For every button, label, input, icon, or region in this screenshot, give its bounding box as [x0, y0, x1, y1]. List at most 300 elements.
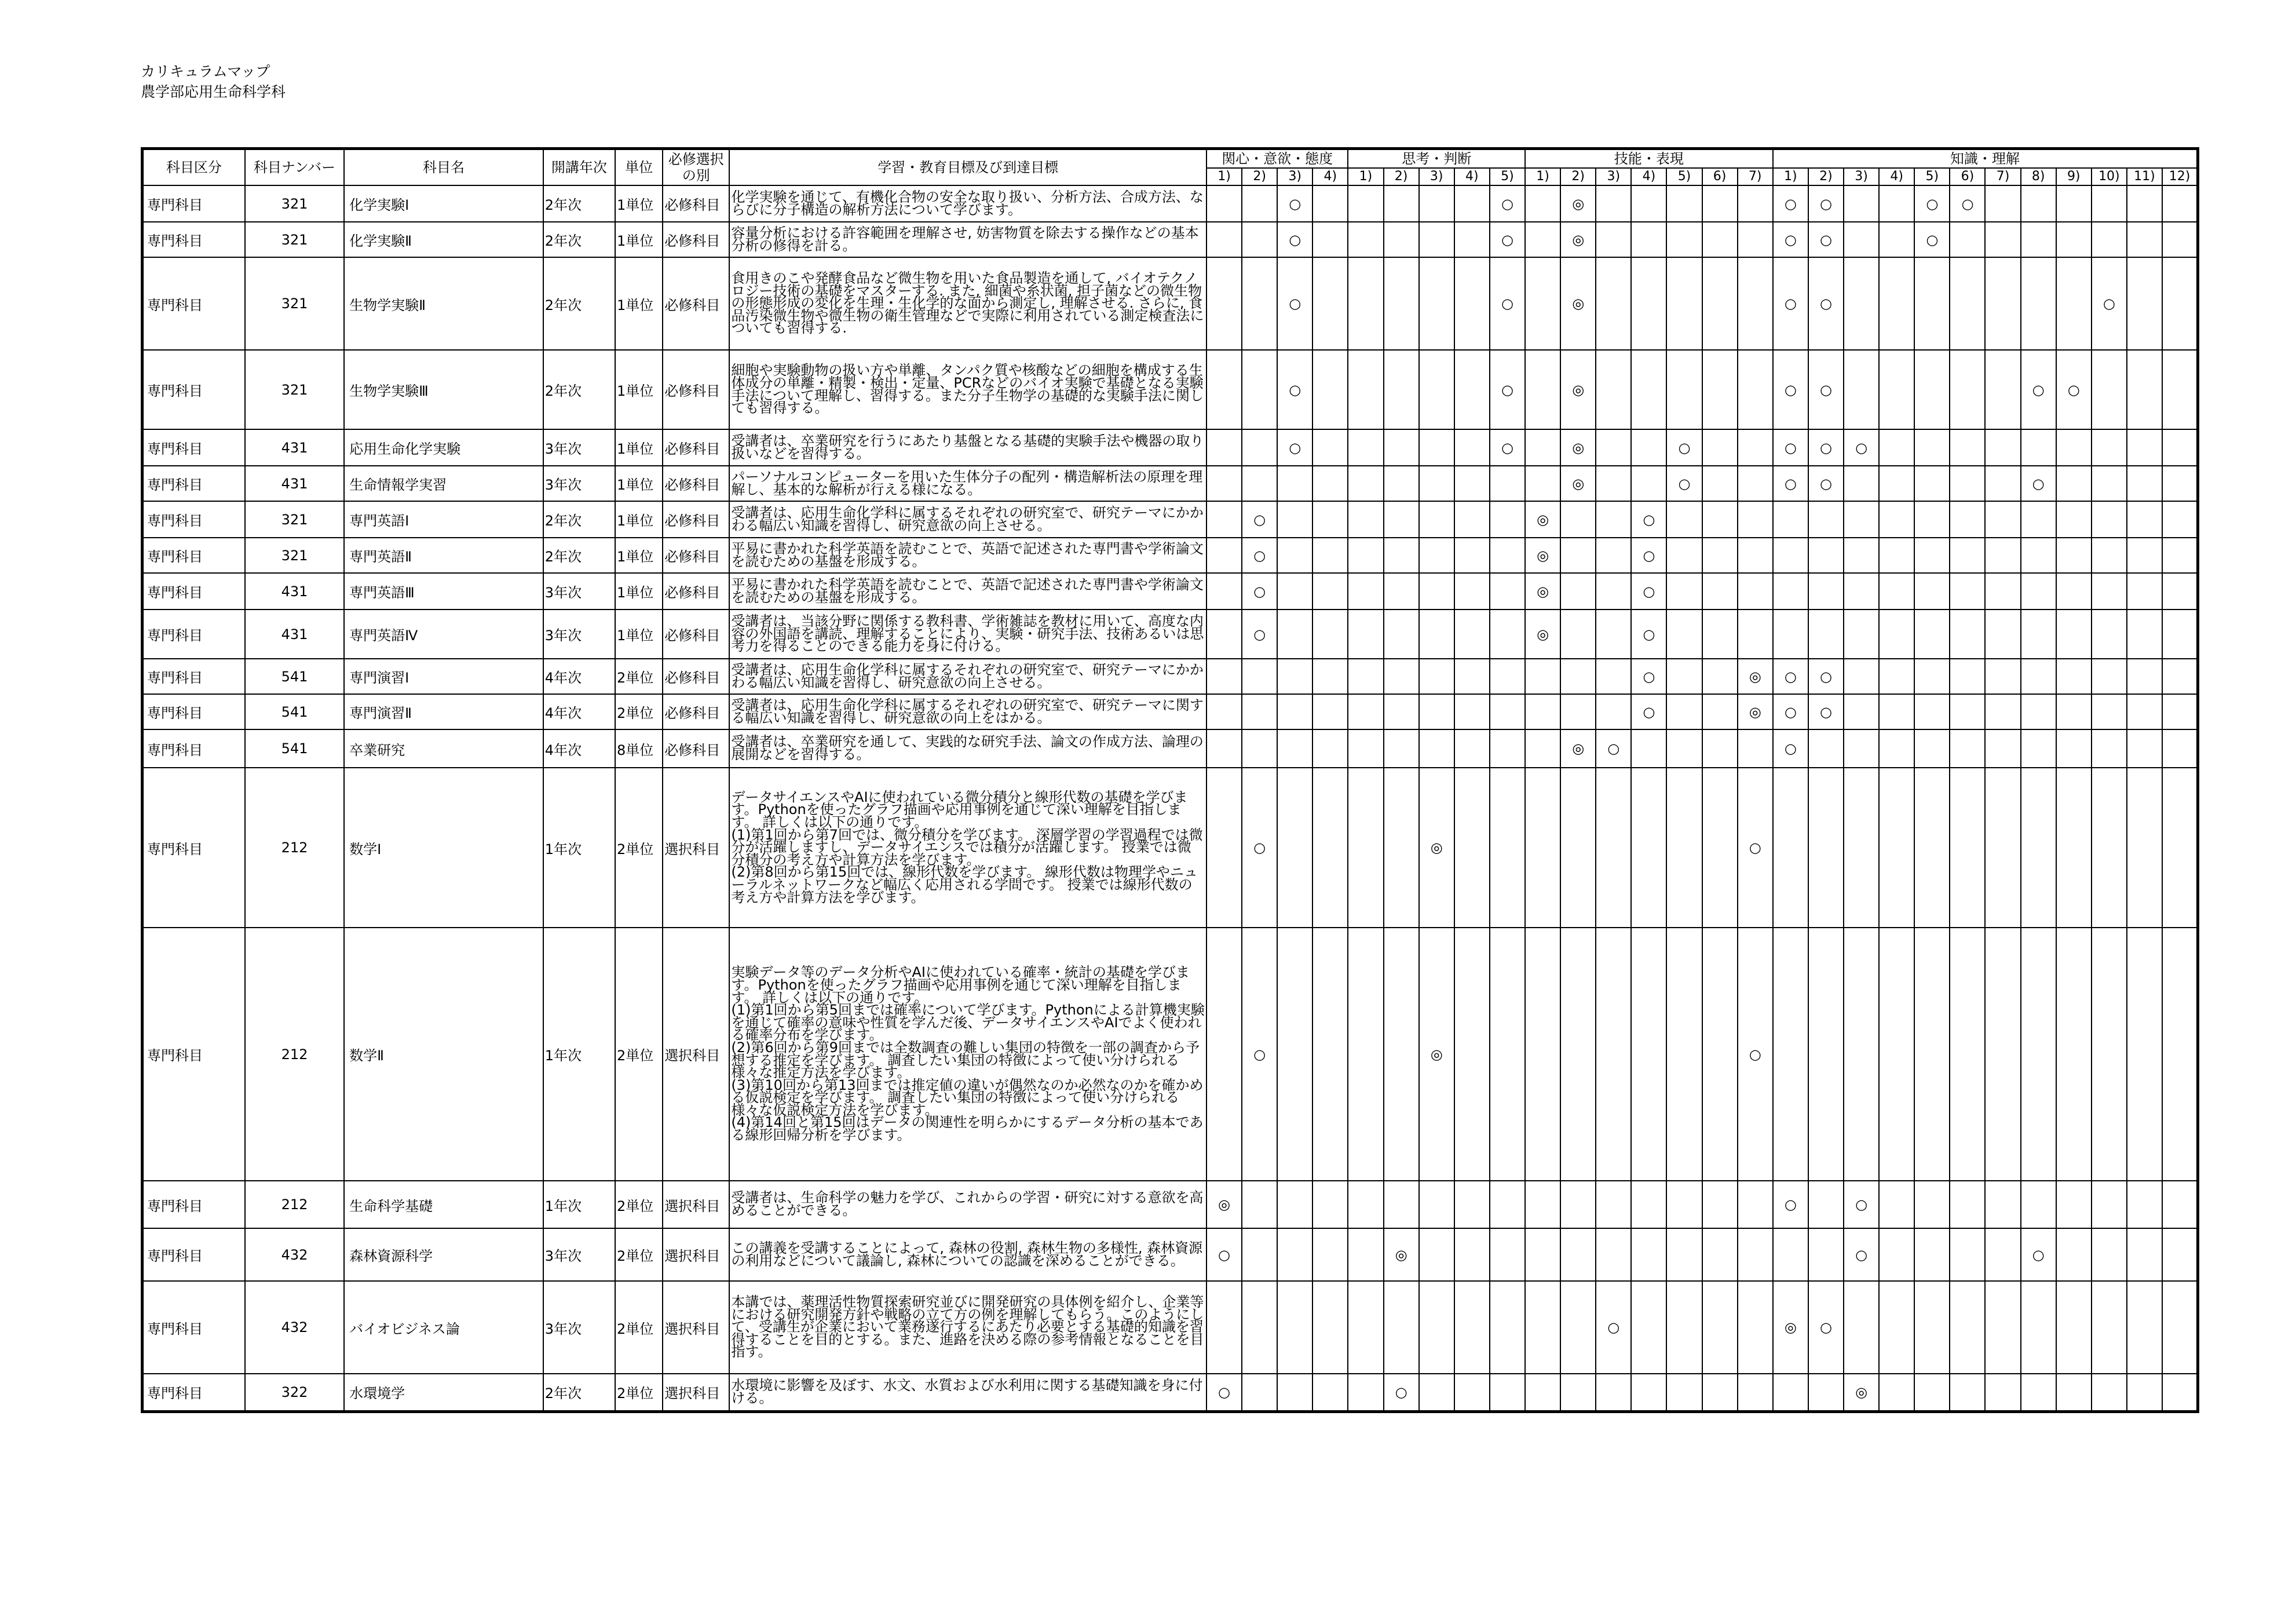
mark-cell [2021, 659, 2056, 694]
header-subcolumn: 10) [2092, 168, 2127, 185]
mark-cell [1242, 729, 1277, 768]
mark-cell [2021, 222, 2056, 257]
header-subcolumn: 2) [1560, 168, 1596, 185]
row-course-number: 431 [245, 429, 344, 466]
row-category: 専門科目 [142, 185, 245, 222]
mark-cell [1242, 222, 1277, 257]
mark-cell [1666, 694, 1702, 729]
mark-cell [1844, 928, 1879, 1181]
mark-cell [1419, 501, 1454, 538]
mark-cell: ○ [1773, 185, 1808, 222]
mark-cell [1666, 350, 1702, 429]
row-course-number: 321 [245, 538, 344, 573]
mark-cell [2092, 610, 2127, 659]
mark-cell [1879, 466, 1914, 501]
mark-cell [1454, 350, 1490, 429]
mark-cell [1808, 573, 1844, 610]
mark-cell [1738, 1281, 1773, 1374]
mark-cell [2021, 501, 2056, 538]
mark-cell [2092, 1281, 2127, 1374]
row-goals: 化学実験を通じて、有機化合物の安全な取り扱い、分析方法、合成方法、ならびに分子構造の解析方法について学びます。 [729, 185, 1207, 222]
mark-cell [1879, 429, 1914, 466]
mark-cell [1312, 538, 1348, 573]
mark-cell [2162, 501, 2198, 538]
row-course-name: 専門英語Ⅱ [344, 538, 543, 573]
mark-cell [1985, 573, 2020, 610]
mark-cell [1207, 729, 1242, 768]
mark-cell [2021, 429, 2056, 466]
mark-cell [1560, 694, 1596, 729]
mark-cell [1419, 1374, 1454, 1411]
mark-cell: ◎ [1773, 1281, 1808, 1374]
mark-cell [1666, 1281, 1702, 1374]
row-category: 専門科目 [142, 573, 245, 610]
mark-cell [1490, 1374, 1525, 1411]
mark-cell: ◎ [1525, 610, 1560, 659]
mark-cell [1525, 1374, 1560, 1411]
mark-cell [1419, 185, 1454, 222]
mark-cell [1844, 610, 1879, 659]
mark-cell [1384, 222, 1419, 257]
mark-cell: ○ [1596, 1281, 1631, 1374]
mark-cell [1242, 1228, 1277, 1281]
row-course-number: 212 [245, 1181, 344, 1228]
mark-cell [1277, 729, 1312, 768]
mark-cell [1666, 928, 1702, 1181]
mark-cell [1844, 729, 1879, 768]
mark-cell: ○ [1490, 222, 1525, 257]
mark-cell [2092, 729, 2127, 768]
row-required: 選択科目 [663, 928, 729, 1181]
row-goals: 受講者は、生命科学の魅力を学び、これからの学習・研究に対する意欲を高めることができる。 [729, 1181, 1207, 1228]
mark-cell [1348, 659, 1383, 694]
header-subcolumn: 3) [1277, 168, 1312, 185]
mark-cell [1560, 501, 1596, 538]
mark-cell [1844, 538, 1879, 573]
row-course-number: 432 [245, 1228, 344, 1281]
mark-cell [1348, 1281, 1383, 1374]
mark-cell [1490, 659, 1525, 694]
mark-cell [2092, 1181, 2127, 1228]
mark-cell [1490, 1281, 1525, 1374]
row-required: 選択科目 [663, 1374, 729, 1411]
row-category: 専門科目 [142, 768, 245, 928]
row-units: 2単位 [615, 768, 663, 928]
mark-cell [1207, 610, 1242, 659]
mark-cell [1454, 222, 1490, 257]
mark-cell [1914, 610, 1950, 659]
mark-cell [2092, 466, 2127, 501]
mark-cell [1242, 466, 1277, 501]
mark-cell [1454, 610, 1490, 659]
mark-cell [1844, 573, 1879, 610]
curriculum-map-table [141, 147, 2199, 1413]
mark-cell [1985, 768, 2020, 928]
mark-cell: ○ [1773, 429, 1808, 466]
mark-cell [1596, 185, 1631, 222]
row-required: 必修科目 [663, 222, 729, 257]
header-group: 思考・判断 [1348, 149, 1525, 169]
mark-cell [1985, 928, 2020, 1181]
mark-cell [1914, 573, 1950, 610]
mark-cell [1808, 928, 1844, 1181]
mark-cell [1560, 1181, 1596, 1228]
table-row [142, 222, 2198, 257]
mark-cell [2127, 501, 2162, 538]
mark-cell [1277, 928, 1312, 1181]
mark-cell [2127, 659, 2162, 694]
row-units: 2単位 [615, 659, 663, 694]
mark-cell [1419, 466, 1454, 501]
mark-cell [2162, 185, 2198, 222]
mark-cell [1702, 1181, 1738, 1228]
row-year: 2年次 [543, 350, 615, 429]
header-subcolumn: 1) [1773, 168, 1808, 185]
mark-cell [1879, 257, 1914, 350]
mark-cell [1419, 429, 1454, 466]
table-row [142, 928, 2198, 1181]
mark-cell [2127, 185, 2162, 222]
mark-cell [1914, 1374, 1950, 1411]
mark-cell [1914, 257, 1950, 350]
mark-cell [1879, 768, 1914, 928]
mark-cell: ○ [1773, 729, 1808, 768]
mark-cell [1348, 185, 1383, 222]
mark-cell [1738, 1374, 1773, 1411]
mark-cell [1207, 350, 1242, 429]
mark-cell: ○ [2021, 350, 2056, 429]
mark-cell [2021, 694, 2056, 729]
table-row [142, 659, 2198, 694]
mark-cell: ○ [1808, 350, 1844, 429]
mark-cell: ○ [1631, 610, 1666, 659]
mark-cell [2127, 729, 2162, 768]
table-row [142, 466, 2198, 501]
mark-cell: ○ [1666, 466, 1702, 501]
header-subcolumn: 4) [1631, 168, 1666, 185]
header-subcolumn: 5) [1914, 168, 1950, 185]
header-subcolumn: 9) [2056, 168, 2092, 185]
row-goals: 食用きのこや発酵食品など微生物を用いた食品製造を通して, バイオテクノロジー技術の基礎をマスターする. また, 細菌や糸状菌, 担子菌などの微生物の形態形成の変化を生理・生化学的な面から測定し, 理解させる. さらに, 食品汚染微生物や微生物の衛生管理などで実際に利用されている測定検査法についても習得する. [729, 257, 1207, 350]
mark-cell [1419, 659, 1454, 694]
mark-cell [1985, 729, 2020, 768]
mark-cell [1525, 222, 1560, 257]
mark-cell [1666, 538, 1702, 573]
mark-cell [1914, 768, 1950, 928]
mark-cell [1525, 928, 1560, 1181]
mark-cell [1242, 257, 1277, 350]
mark-cell [1384, 538, 1419, 573]
mark-cell [2092, 185, 2127, 222]
header-subcolumn: 5) [1490, 168, 1525, 185]
mark-cell: ○ [1242, 501, 1277, 538]
mark-cell [1384, 729, 1419, 768]
row-category: 専門科目 [142, 501, 245, 538]
row-category: 専門科目 [142, 350, 245, 429]
mark-cell: ○ [1277, 429, 1312, 466]
row-course-number: 541 [245, 729, 344, 768]
mark-cell [1560, 928, 1596, 1181]
row-year: 2年次 [543, 538, 615, 573]
mark-cell [1738, 1181, 1773, 1228]
mark-cell [1666, 729, 1702, 768]
mark-cell [1277, 659, 1312, 694]
mark-cell [1348, 501, 1383, 538]
mark-cell [1560, 768, 1596, 928]
row-course-name: 応用生命化学実験 [344, 429, 543, 466]
mark-cell [1207, 429, 1242, 466]
mark-cell [1384, 429, 1419, 466]
mark-cell [1985, 350, 2020, 429]
mark-cell [2021, 928, 2056, 1181]
mark-cell [2127, 1374, 2162, 1411]
mark-cell [1773, 1374, 1808, 1411]
mark-cell [2127, 350, 2162, 429]
mark-cell: ◎ [1560, 185, 1596, 222]
mark-cell [1312, 610, 1348, 659]
mark-cell [1808, 1374, 1844, 1411]
mark-cell: ○ [1242, 610, 1277, 659]
header-group: 技能・表現 [1525, 149, 1773, 169]
row-year: 3年次 [543, 610, 615, 659]
mark-cell [1844, 350, 1879, 429]
mark-cell [1702, 928, 1738, 1181]
mark-cell [1348, 538, 1383, 573]
mark-cell [2127, 694, 2162, 729]
mark-cell [1879, 501, 1914, 538]
row-year: 1年次 [543, 928, 615, 1181]
mark-cell [1348, 222, 1383, 257]
mark-cell: ○ [1950, 185, 1985, 222]
mark-cell [1596, 429, 1631, 466]
mark-cell [1384, 610, 1419, 659]
mark-cell [1844, 257, 1879, 350]
mark-cell [1844, 501, 1879, 538]
mark-cell [2056, 1374, 2092, 1411]
mark-cell [1985, 185, 2020, 222]
mark-cell [1773, 538, 1808, 573]
mark-cell [2021, 1181, 2056, 1228]
mark-cell [1312, 768, 1348, 928]
mark-cell [1950, 768, 1985, 928]
mark-cell [1985, 466, 2020, 501]
mark-cell [1525, 429, 1560, 466]
mark-cell [2056, 185, 2092, 222]
mark-cell [1914, 928, 1950, 1181]
header-subcolumn: 12) [2162, 168, 2198, 185]
row-required: 必修科目 [663, 350, 729, 429]
row-units: 1単位 [615, 501, 663, 538]
mark-cell [1596, 928, 1631, 1181]
table-row [142, 350, 2198, 429]
row-goals: 本講では、薬理活性物質探索研究並びに開発研究の具体例を紹介し、企業等における研究開発方針や戦略の立て方の例を理解してもらう。このようにして、受講生が企業において業務遂行するにあたり必要とする基礎的知識を習得することを目的とする。また、進路を決める際の参考情報となることを目指す。 [729, 1281, 1207, 1374]
header-subcolumn: 2) [1242, 168, 1277, 185]
mark-cell [2162, 1374, 2198, 1411]
mark-cell [1879, 1228, 1914, 1281]
row-goals: 受講者は、卒業研究を行うにあたり基盤となる基礎的実験手法や機器の取り扱いなどを習得する。 [729, 429, 1207, 466]
mark-cell: ○ [1773, 659, 1808, 694]
row-course-name: 専門英語Ⅳ [344, 610, 543, 659]
mark-cell [1666, 768, 1702, 928]
mark-cell [2021, 1281, 2056, 1374]
mark-cell: ○ [1773, 350, 1808, 429]
row-goals: 受講者は、応用生命化学科に属するそれぞれの研究室で、研究テーマにかかわる幅広い知識を習得し、研究意欲の向上させる。 [729, 501, 1207, 538]
header-subcolumn: 4) [1454, 168, 1490, 185]
mark-cell [1277, 538, 1312, 573]
mark-cell [1738, 257, 1773, 350]
mark-cell [1985, 1281, 2020, 1374]
mark-cell [2092, 222, 2127, 257]
header-subcolumn: 7) [1985, 168, 2020, 185]
mark-cell [1879, 1281, 1914, 1374]
mark-cell [1525, 350, 1560, 429]
mark-cell [1808, 768, 1844, 928]
mark-cell [2162, 1281, 2198, 1374]
mark-cell [1207, 501, 1242, 538]
mark-cell [2056, 694, 2092, 729]
mark-cell: ○ [1773, 466, 1808, 501]
mark-cell [1773, 610, 1808, 659]
mark-cell: ○ [1773, 694, 1808, 729]
mark-cell: ○ [1631, 659, 1666, 694]
mark-cell [1419, 222, 1454, 257]
mark-cell [1384, 768, 1419, 928]
mark-cell [2056, 659, 2092, 694]
mark-cell [1560, 1228, 1596, 1281]
mark-cell: ○ [1242, 573, 1277, 610]
mark-cell [1348, 928, 1383, 1181]
mark-cell [1738, 429, 1773, 466]
mark-cell [1525, 1181, 1560, 1228]
row-goals: 受講者は、当該分野に関係する教科書、学術雑誌を教材に用いて、高度な内容の外国語を講読、理解することにより、実験・研究手法、技術あるいは思考力を得ることのできる能力を身に付ける。 [729, 610, 1207, 659]
row-required: 必修科目 [663, 694, 729, 729]
mark-cell: ◎ [1419, 768, 1454, 928]
row-course-number: 541 [245, 694, 344, 729]
row-required: 必修科目 [663, 573, 729, 610]
row-goals: パーソナルコンピューターを用いた生体分子の配列・構造解析法の原理を理解し、基本的な解析が行える様になる。 [729, 466, 1207, 501]
mark-cell [1879, 538, 1914, 573]
mark-cell: ◎ [1560, 257, 1596, 350]
mark-cell [2127, 1228, 2162, 1281]
mark-cell [1666, 1228, 1702, 1281]
mark-cell [1312, 729, 1348, 768]
mark-cell: ○ [1490, 429, 1525, 466]
mark-cell [2092, 350, 2127, 429]
mark-cell [2056, 466, 2092, 501]
mark-cell [1666, 185, 1702, 222]
mark-cell [1631, 257, 1666, 350]
mark-cell [1985, 222, 2020, 257]
mark-cell [1985, 610, 2020, 659]
mark-cell [1702, 729, 1738, 768]
mark-cell [1454, 928, 1490, 1181]
mark-cell [2162, 466, 2198, 501]
row-category: 専門科目 [142, 610, 245, 659]
mark-cell [1844, 768, 1879, 928]
row-year: 3年次 [543, 1281, 615, 1374]
row-course-number: 321 [245, 501, 344, 538]
mark-cell [2092, 429, 2127, 466]
mark-cell [1242, 1281, 1277, 1374]
mark-cell [1808, 501, 1844, 538]
mark-cell: ○ [1808, 222, 1844, 257]
mark-cell [1879, 610, 1914, 659]
mark-cell [1384, 659, 1419, 694]
mark-cell: ◎ [1419, 928, 1454, 1181]
row-year: 4年次 [543, 694, 615, 729]
mark-cell [2056, 1181, 2092, 1228]
mark-cell [1525, 1281, 1560, 1374]
mark-cell [1950, 501, 1985, 538]
mark-cell [1312, 429, 1348, 466]
mark-cell [1312, 185, 1348, 222]
mark-cell [1242, 1374, 1277, 1411]
mark-cell [1702, 350, 1738, 429]
mark-cell [1312, 659, 1348, 694]
mark-cell [1419, 1228, 1454, 1281]
table-row [142, 1374, 2198, 1411]
mark-cell: ○ [1808, 1281, 1844, 1374]
mark-cell [1596, 501, 1631, 538]
row-required: 必修科目 [663, 538, 729, 573]
mark-cell [2056, 1281, 2092, 1374]
mark-cell [1348, 768, 1383, 928]
mark-cell [2056, 257, 2092, 350]
mark-cell: ◎ [1738, 694, 1773, 729]
mark-cell [1525, 729, 1560, 768]
mark-cell [1631, 768, 1666, 928]
mark-cell [1879, 928, 1914, 1181]
header-subcolumn: 7) [1738, 168, 1773, 185]
mark-cell [1914, 1281, 1950, 1374]
row-course-name: 専門演習Ⅰ [344, 659, 543, 694]
mark-cell [1490, 466, 1525, 501]
mark-cell [1312, 350, 1348, 429]
mark-cell [2162, 429, 2198, 466]
mark-cell [1844, 222, 1879, 257]
mark-cell [2092, 694, 2127, 729]
header-subcolumn: 5) [1666, 168, 1702, 185]
row-course-number: 431 [245, 466, 344, 501]
row-goals: 平易に書かれた科学英語を読むことで、英語で記述された専門書や学術論文を読むための基盤を形成する。 [729, 538, 1207, 573]
mark-cell: ◎ [1560, 729, 1596, 768]
row-category: 専門科目 [142, 928, 245, 1181]
mark-cell [2127, 429, 2162, 466]
mark-cell [1702, 185, 1738, 222]
mark-cell [2092, 659, 2127, 694]
mark-cell [1560, 659, 1596, 694]
row-required: 必修科目 [663, 185, 729, 222]
header-subcolumn: 3) [1596, 168, 1631, 185]
mark-cell [2127, 222, 2162, 257]
mark-cell [1985, 659, 2020, 694]
mark-cell [1384, 501, 1419, 538]
mark-cell [1631, 185, 1666, 222]
row-course-name: 化学実験Ⅱ [344, 222, 543, 257]
mark-cell [1384, 1181, 1419, 1228]
mark-cell [2127, 538, 2162, 573]
row-course-name: 森林資源科学 [344, 1228, 543, 1281]
mark-cell [1950, 729, 1985, 768]
mark-cell: ○ [1808, 694, 1844, 729]
row-course-number: 431 [245, 610, 344, 659]
mark-cell [2127, 610, 2162, 659]
table-row [142, 1228, 2198, 1281]
row-required: 選択科目 [663, 768, 729, 928]
row-course-name: 専門演習Ⅱ [344, 694, 543, 729]
mark-cell [1666, 610, 1702, 659]
mark-cell [1844, 694, 1879, 729]
